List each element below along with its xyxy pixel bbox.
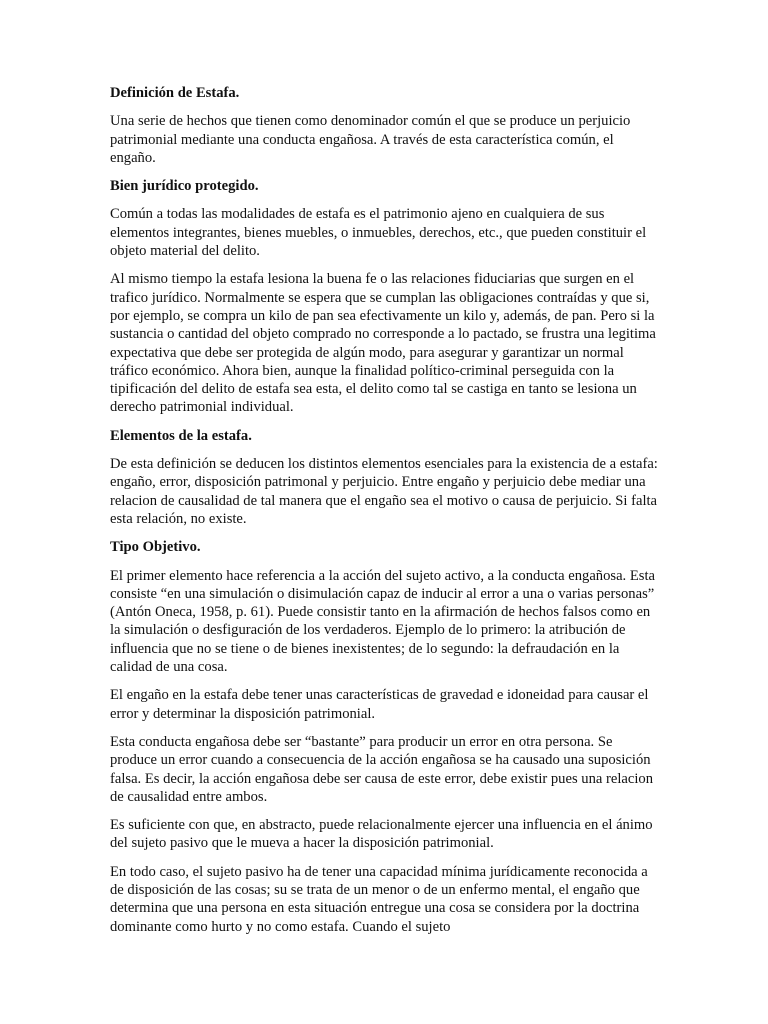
heading-bien-juridico: Bien jurídico protegido.	[110, 178, 259, 195]
paragraph-definicion: Una serie de hechos que tienen como denominador común el que se produce un perjuicio patrimonial mediante una conducta engañosa. A través de esta característica común, el engaño.	[110, 113, 631, 166]
paragraph-elementos: De esta definición se deducen los distintos elementos esenciales para la existencia de a estafa: engaño, error, disposición patrimonal y perjuicio. Entre engaño y perjuicio debe mediar una relacion de causalidad de tal manera que el engaño sea el motivo o causa de perjuicio. Si falta esta relación, no existe.	[110, 456, 658, 527]
paragraph-tipo-objetivo-3: Esta conducta engañosa debe ser “bastante” para producir un error en otra persona. Se produce un error cuando a consecuencia de la acción engañosa se ha causado una suposición falsa. Es decir, la acción engañosa debe ser causa de este error, debe existir pues una relacion de causalidad entre ambos.	[110, 733, 654, 805]
paragraph-tipo-objetivo-4: Es suficiente con que, en abstracto, puede relacionalmente ejercer una influencia en el ánimo del sujeto pasivo que le mueva a hacer la disposición patrimonial.	[110, 817, 653, 852]
paragraph-bien-juridico-1: Común a todas las modalidades de estafa es el patrimonio ajeno en cualquiera de sus elementos integrantes, bienes muebles, o inmuebles, derechos, etc., que pueden constituir el objeto material del delito.	[110, 206, 647, 260]
paragraph-tipo-objetivo-2: El engaño en la estafa debe tener unas características de gravedad e idoneidad para causar el error y determinar la disposición patrimonial.	[110, 687, 649, 722]
paragraph-tipo-objetivo-5: En todo caso, el sujeto pasivo ha de tener una capacidad mínima jurídicamente reconocida a de disposición de las cosas; su se trata de un menor o de un enfermo mental, el engaño que determina que una persona en esta situación entregue una cosa se considera por la doctrina dominante como hurto y no como estafa. Cuando el sujeto	[110, 863, 648, 935]
document-page	[110, 84, 660, 946]
heading-definicion: Definición de Estafa.	[110, 85, 240, 101]
heading-tipo-objetivo: Tipo Objetivo.	[110, 539, 201, 556]
paragraph-bien-juridico-2: Al mismo tiempo la estafa lesiona la buena fe o las relaciones fiduciarias que surgen en el trafico jurídico. Normalmente se espera que se cumplan las obligaciones contraídas y que si, por ejemplo, se compra un kilo de pan sea efectivamente un kilo y, además, de pan. Pero si la sustancia o cantidad del objeto comprado no corresponde a lo pactado, se frustra una legitima expectativa que debe ser protegida de algún modo, para asegurar y garantizar un normal tráfico económico. Ahora bien, aunque la finalidad político-criminal perseguida con la tipificación del delito de estafa sea esta, el delito como tal se castiga en tanto se lesiona un derecho patrimonial individual.	[110, 271, 656, 416]
paragraph-tipo-objetivo-1: El primer elemento hace referencia a la acción del sujeto activo, a la conducta engañosa. Esta consiste “en una simulación o disimulación capaz de inducir al error a una o varias personas” (Antón Oneca, 1958, p. 61). Puede consistir tanto en la afirmación de hechos falsos como en la simulación o desfiguración de los verdaderos. Ejemplo de lo primero: la atribución de influencia que no se tiene o de bienes inexistentes; de lo segundo: la defraudación en la calidad de una cosa.	[110, 567, 655, 676]
heading-elementos: Elementos de la estafa.	[110, 427, 252, 444]
